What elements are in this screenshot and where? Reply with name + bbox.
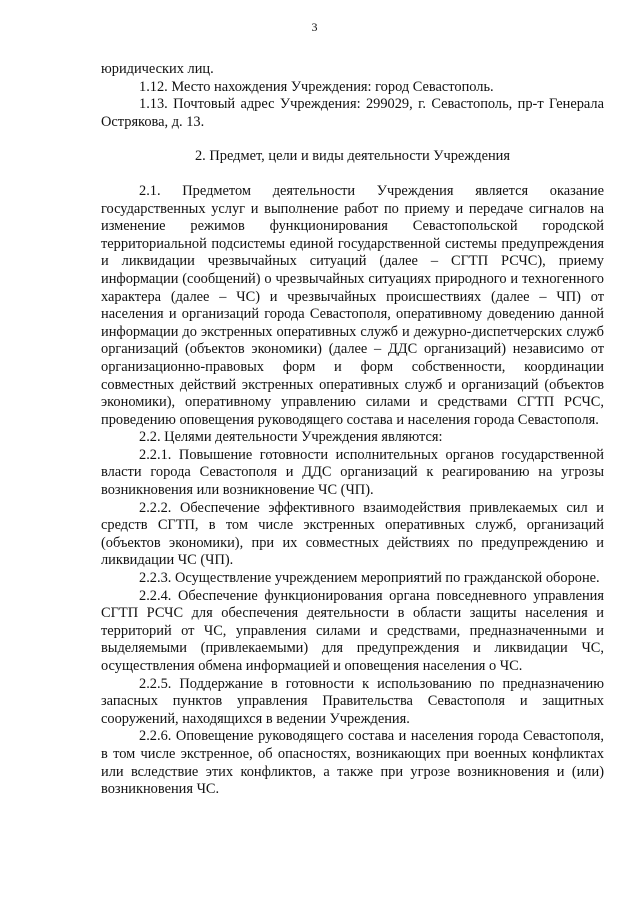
document-body (101, 61, 604, 799)
paragraph-2-2: 2.2. Целями деятельности Учреждения являются: (139, 429, 443, 446)
paragraph-1-12: 1.12. Место нахождения Учреждения: город Севастополь. (139, 78, 494, 95)
paragraph-2-2-4: 2.2.4. Обеспечение функционирования органа повседневного управления СГТП РСЧС для обеспечения деятельности в области защиты населения и территорий от ЧС, управления силами и средствами, предназначенными и выделяемыми (привлекаемыми) для предупреждения и ликвидации ЧС, осуществления обмена информацией и оповещения населения о ЧС. (101, 587, 604, 674)
paragraph-2-2-5: 2.2.5. Поддержание в готовности к использованию по предназначению запасных пунктов управления Правительства Севастополя и защитных сооружений, находящихся в ведении Учреждения. (101, 675, 604, 727)
paragraph-2-2-1: 2.2.1. Повышение готовности исполнительных органов государственной власти города Севастополя и ДДС организаций к реагированию на угрозы возникновения или возникновение ЧС (ЧП). (101, 446, 604, 499)
section-heading: 2. Предмет, цели и виды деятельности Учреждения (194, 148, 510, 165)
paragraph-2-1: 2.1. Предметом деятельности Учреждения является оказание государственных услуг и выполнение работ по приему и передаче сигналов на изменение режимов функционирования Севастопольской городской территориальной подсистемы единой государственной системы предупреждения и ликвидации чрезвычайных ситуаций (далее – СГТП РСЧС), приему информации (сообщений) о чрезвычайных ситуациях природного и техногенного характера (далее – ЧС) и чрезвычайных происшествиях (далее – ЧП) от населения и организаций города Севастополя, оперативному доведению данной информации до экстренных оперативных служб и дежурно-диспетчерских служб организаций (объектов экономики) (далее – ДДС организаций) независимо от организационно-правовых форм и форм собственности, координации совместных действий экстренных оперативных служб и организаций (объектов экономики), оперативному управлению силами и средствами СГТП РСЧС, проведению оповещения руководящего состава и населения города Севастополя. (101, 182, 604, 428)
paragraph-continuation: юридических лиц. (101, 61, 214, 77)
page-number: 3 (311, 20, 318, 34)
paragraph-2-2-6: 2.2.6. Оповещение руководящего состава и населения города Севастополя, в том числе экстренное, об опасностях, возникающих при военных конфликтах или вследствие этих конфликтов, а также при угрозе возникновения и (или) возникновения ЧС. (101, 728, 604, 798)
paragraph-2-2-2: 2.2.2. Обеспечение эффективного взаимодействия привлекаемых сил и средств СГТП, в том числе экстренных оперативных служб, организаций (объектов экономики), при их совместных действиях по предупреждению и ликвидации ЧС (ЧП). (101, 499, 604, 569)
paragraph-2-2-3: 2.2.3. Осуществление учреждением мероприятий по гражданской обороне. (139, 570, 600, 587)
paragraph-1-13: 1.13. Почтовый адрес Учреждения: 299029, г. Севастополь, пр-т Генерала Острякова, д. 13. (101, 96, 604, 130)
